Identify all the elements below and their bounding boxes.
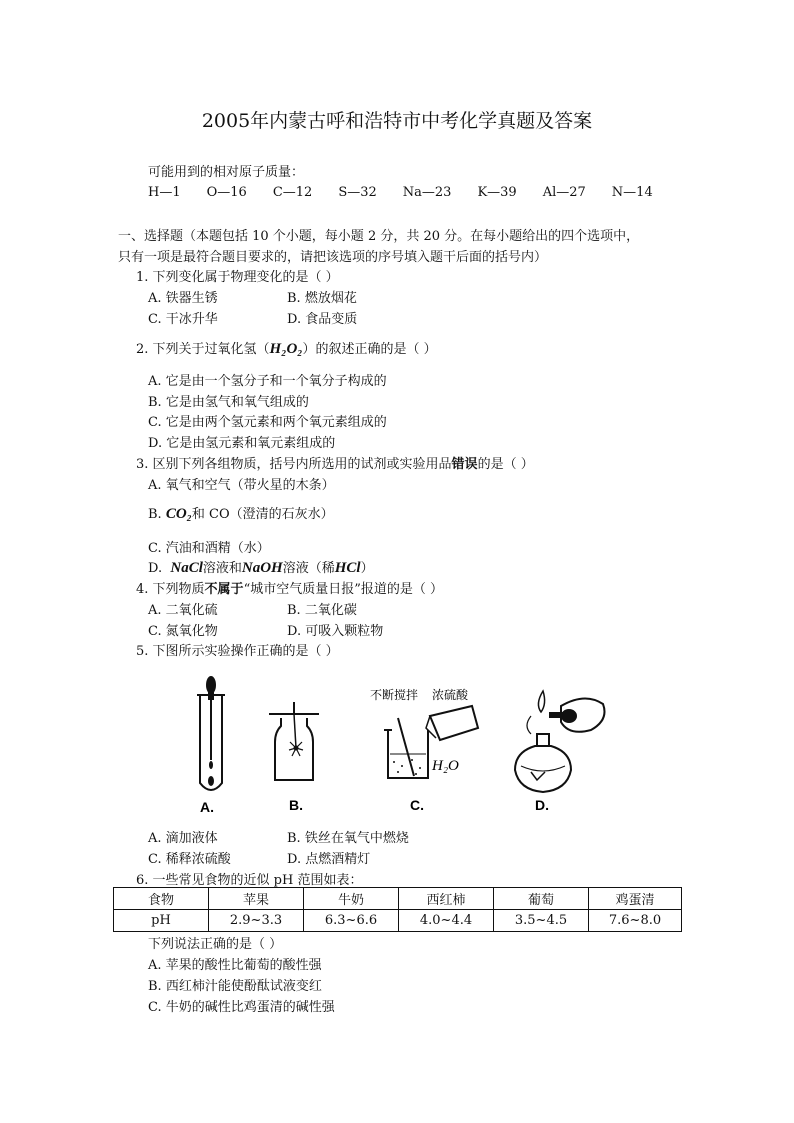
table-cell: pH: [114, 910, 209, 932]
q2-option-c: C. 它是由两个氢元素和两个氧元素组成的: [148, 415, 387, 430]
q3-option-a: A. 氧气和空气（带火星的木条）: [148, 478, 335, 493]
q3-option-b: [148, 503, 334, 523]
atomic-mass-item: S—32: [338, 185, 377, 200]
q3-stem-post: 的是（ ）: [477, 457, 534, 472]
masses-heading: 可能用到的相对原子质量：: [148, 165, 305, 180]
q3-option-d-formula1: NaCl: [170, 560, 203, 576]
atomic-mass-item: H—1: [148, 185, 181, 200]
section1-line1: 一、选择题（本题包括 10 个小题，每小题 2 分，共 20 分。在每小题给出的四个选项中，: [118, 229, 640, 244]
ph-table-header-row: [114, 888, 682, 910]
figure-c-stir-text: 不断搅拌: [370, 688, 419, 702]
figure-c-label: C.: [410, 797, 424, 813]
figure-a-dropper: [180, 665, 240, 815]
table-cell: 食物: [114, 888, 209, 910]
q2-option-b: B. 它是由氢气和氧气组成的: [148, 395, 309, 410]
q2-formula: H₂O₂: [269, 341, 303, 357]
atomic-mass-item: N—14: [611, 185, 653, 200]
q2-stem: [136, 338, 437, 358]
q3-option-d-mid2: 溶液（稀: [282, 561, 335, 576]
q6-option-b: B. 西红柿汁能使酚酞试液变红: [148, 979, 322, 994]
q4-stem-pre: 4. 下列物质: [136, 582, 205, 597]
atomic-mass-item: Na—23: [402, 185, 452, 200]
figure-b-gas-jar: [265, 700, 335, 815]
q1-stem: 1. 下列变化属于物理变化的是（ ）: [136, 270, 339, 285]
q3-option-d: [148, 557, 374, 577]
q4-option-b: B. 二氧化碳: [287, 603, 357, 618]
table-cell: 2.9~3.3: [209, 910, 304, 932]
q5-option-d: D. 点燃酒精灯: [287, 852, 371, 867]
q2-stem-pre: 2. 下列关于过氧化氢（: [136, 342, 270, 357]
q3-option-d-letter: D.: [148, 561, 163, 576]
atomic-mass-item: Al—27: [542, 185, 586, 200]
atomic-mass-item: C—12: [272, 185, 313, 200]
q6-option-c: C. 牛奶的碱性比鸡蛋清的碱性强: [148, 1000, 335, 1015]
q5-option-b: B. 铁丝在氧气中燃烧: [287, 831, 409, 846]
q1-option-d: D. 食品变质: [287, 312, 358, 327]
table-cell: 牛奶: [304, 888, 399, 910]
q2-option-a: A. 它是由一个氢分子和一个氧分子构成的: [148, 374, 387, 389]
table-cell: 西红柿: [399, 888, 494, 910]
figure-b-label: B.: [289, 797, 303, 813]
q3-option-d-formula2: NaOH: [241, 560, 283, 576]
q4-stem: [136, 578, 443, 597]
figure-d-alcohol-lamp: [505, 686, 610, 815]
figure-a-label: A.: [200, 799, 214, 815]
q3-option-b-text: 和 CO（澄清的石灰水）: [191, 507, 334, 522]
q3-option-d-mid: 溶液和: [202, 561, 242, 576]
q4-stem-post: “城市空气质量日报”报道的是（ ）: [243, 582, 443, 597]
table-cell: 葡萄: [494, 888, 589, 910]
q5-option-c: C. 稀释浓硫酸: [148, 852, 231, 867]
figure-c-dilution: [370, 688, 505, 815]
q6-question: 下列说法正确的是（ ）: [148, 937, 283, 952]
ph-table-value-row: [114, 910, 682, 932]
q6-stem: 6. 一些常见食物的近似 pH 范围如表：: [136, 873, 363, 888]
figure-d-label: D.: [535, 797, 549, 813]
q3-option-b-formula: CO₂: [165, 506, 192, 522]
figure-c-acid-text: 浓硫酸: [432, 688, 469, 702]
section1-line2: 只有一项是最符合题目要求的，请把该选项的序号填入题干后面的括号内）: [118, 250, 548, 265]
table-cell: 4.0~4.4: [399, 910, 494, 932]
table-cell: 6.3~6.6: [304, 910, 399, 932]
q2-stem-post: ）的叙述正确的是（ ）: [302, 342, 437, 357]
ph-table: [113, 887, 682, 932]
q3-option-d-formula3: HCl: [334, 560, 361, 576]
atomic-mass-item: K—39: [477, 185, 517, 200]
table-cell: 3.5~4.5: [494, 910, 589, 932]
q1-option-b: B. 燃放烟花: [287, 291, 357, 306]
figure-c-water-text: H₂O: [432, 758, 459, 774]
q4-option-a: A. 二氧化硫: [148, 603, 218, 618]
q5-option-a: A. 滴加液体: [148, 831, 218, 846]
q3-option-d-end: ）: [360, 561, 374, 576]
q3-option-b-letter: B.: [148, 507, 162, 522]
table-cell: 7.6~8.0: [589, 910, 682, 932]
q4-option-d: D. 可吸入颗粒物: [287, 624, 384, 639]
q3-stem-emphasis: 错误: [451, 457, 478, 472]
page-title: 2005年内蒙古呼和浩特市中考化学真题及答案: [201, 110, 593, 132]
atomic-masses: [148, 185, 679, 200]
q5-stem: 5. 下图所示实验操作正确的是（ ）: [136, 644, 339, 659]
q1-option-a: A. 铁器生锈: [148, 291, 218, 306]
q3-stem: [136, 453, 534, 472]
atomic-mass-item: O—16: [206, 185, 247, 200]
q6-option-a: A. 苹果的酸性比葡萄的酸性强: [148, 958, 322, 973]
table-cell: 苹果: [209, 888, 304, 910]
q1-option-c: C. 干冰升华: [148, 312, 218, 327]
q3-option-c: C. 汽油和酒精（水）: [148, 541, 270, 556]
q4-stem-emphasis: 不属于: [204, 582, 244, 597]
q3-stem-pre: 3. 区别下列各组物质，括号内所选用的试剂或实验用品: [136, 457, 452, 472]
q4-option-c: C. 氮氧化物: [148, 624, 218, 639]
table-cell: 鸡蛋清: [589, 888, 682, 910]
q2-option-d: D. 它是由氢元素和氧元素组成的: [148, 436, 336, 451]
